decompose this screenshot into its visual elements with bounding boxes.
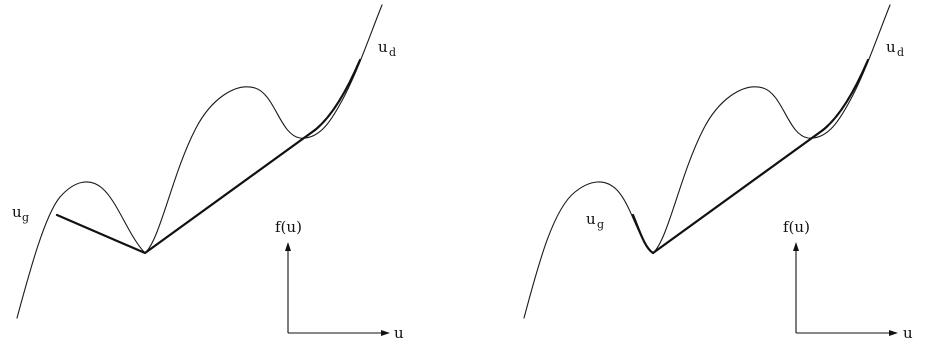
- axes-left: [275, 218, 404, 342]
- ud-main-right: u: [886, 38, 896, 56]
- ug-label-right: [586, 210, 604, 231]
- u-axis-arrow-right: [889, 330, 898, 336]
- u-axis-arrow-left: [381, 330, 390, 336]
- panel-right: [524, 5, 913, 342]
- u-axis-label-right: u: [903, 324, 913, 342]
- ud-sub-left: d: [389, 46, 397, 59]
- ud-sub-right: d: [897, 46, 905, 59]
- u-axis-label-left: u: [394, 324, 404, 342]
- ud-label-left: [378, 38, 396, 59]
- ug-label-left: [12, 203, 29, 224]
- ug-main-left: u: [12, 203, 22, 221]
- f-axis-arrow-right: [793, 242, 799, 251]
- fu-label-left: f(u): [275, 218, 302, 236]
- tangent-segment-left: [315, 60, 360, 130]
- ug-sub-left: g: [22, 211, 30, 224]
- flux-curve-left: [17, 5, 382, 318]
- f-axis-arrow-left: [285, 242, 291, 251]
- tangent-segment-right: [823, 60, 868, 130]
- fu-label-right: f(u): [783, 218, 810, 236]
- flux-curve-right: [524, 5, 890, 318]
- ud-main-left: u: [378, 38, 388, 56]
- tangent-segment-right-left: [633, 215, 653, 253]
- ug-sub-right: g: [597, 218, 605, 231]
- ud-label-right: [886, 38, 904, 59]
- ug-main-right: u: [586, 210, 596, 228]
- panel-left: [12, 5, 404, 342]
- axes-right: [783, 218, 913, 342]
